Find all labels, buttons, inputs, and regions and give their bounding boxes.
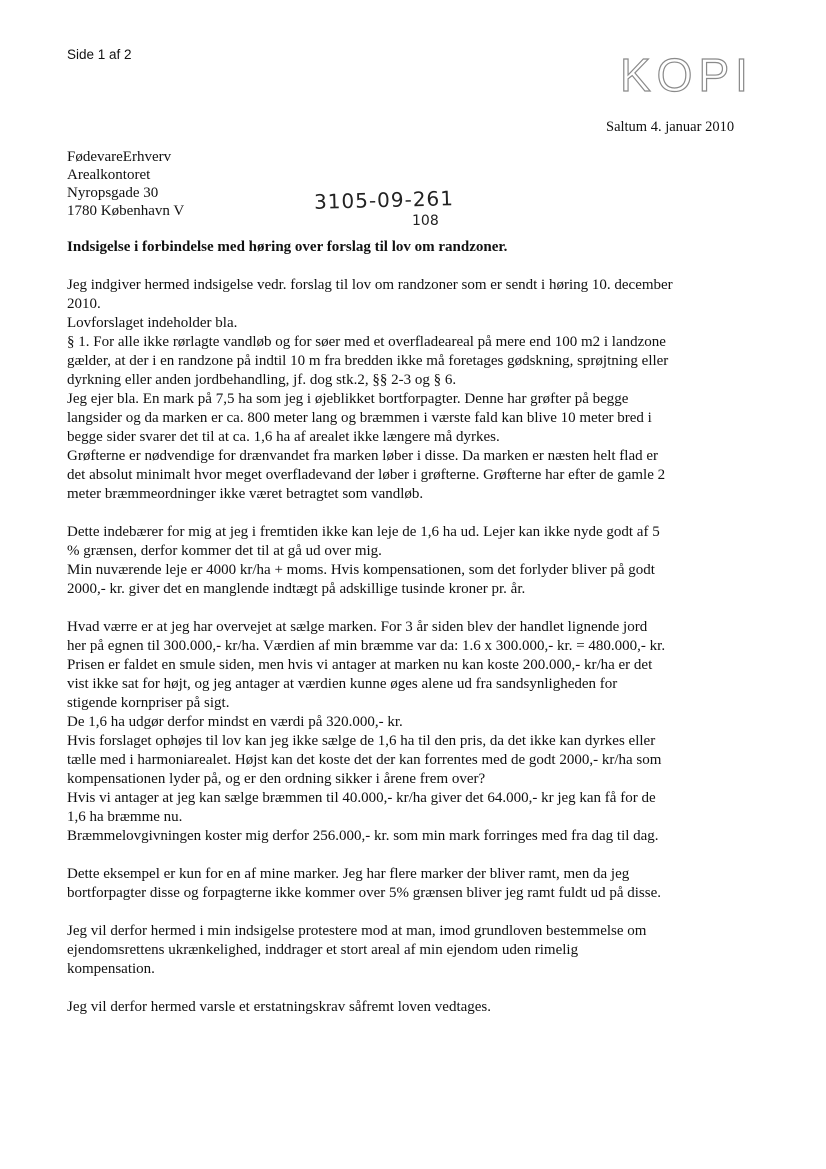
paragraph-gap <box>67 846 747 865</box>
letter-body <box>67 276 747 1017</box>
body-line: gælder, at der i en randzone på indtil 10 m fra bredden ikke må foretages gødskning, sprøjtning eller <box>67 353 669 369</box>
body-line: meter bræmmeordninger ikke været betragtet som vandløb. <box>67 486 424 502</box>
body-line: % grænsen, derfor kommer det til at gå ud over mig. <box>67 543 382 559</box>
body-line: langsider og da marken er ca. 800 meter lang og bræmmen i værste fald kan blive 10 meter bred i <box>67 410 652 426</box>
body-line: Dette indebærer for mig at jeg i fremtiden ikke kan leje de 1,6 ha ud. Lejer kan ikke nyde godt af 5 <box>67 524 660 540</box>
address-line: FødevareErhverv <box>67 149 172 165</box>
body-line: Jeg indgiver hermed indsigelse vedr. forslag til lov om randzoner som er sendt i høring 10. december <box>67 277 673 293</box>
body-line: Jeg vil derfor hermed i min indsigelse protestere mod at man, imod grundloven bestemmelse om <box>67 923 647 939</box>
body-line: Jeg ejer bla. En mark på 7,5 ha som jeg i øjeblikket bortforpagter. Denne har grøfter på begge <box>67 391 629 407</box>
body-line: kompensation. <box>67 961 155 977</box>
page-number: Side 1 af 2 <box>67 47 132 62</box>
letter-date: Saltum 4. januar 2010 <box>606 119 735 135</box>
body-line: 1,6 ha bræmme nu. <box>67 809 183 825</box>
body-line: Dette eksempel er kun for en af mine marker. Jeg har flere marker der bliver ramt, men da jeg <box>67 866 630 882</box>
body-line: her på egnen til 300.000,- kr/ha. Værdien af min bræmme var da: 1.6 x 300.000,- kr. = 480.000,- kr. <box>67 638 666 654</box>
address-line: Nyropsgade 30 <box>67 185 159 201</box>
body-line: Hvis forslaget ophøjes til lov kan jeg ikke sælge de 1,6 ha til den pris, da det ikke kan dyrkes eller <box>67 733 656 749</box>
body-line: bortforpagter disse og forpagterne ikke kommer over 5% grænsen bliver jeg ramt fuldt ud på disse. <box>67 885 662 901</box>
body-line: Jeg vil derfor hermed varsle et erstatningskrav såfremt loven vedtages. <box>67 999 492 1015</box>
body-line: Min nuværende leje er 4000 kr/ha + moms. Hvis kompensationen, som det forlyder bliver på godt <box>67 562 655 578</box>
body-line: vist ikke sat for højt, og jeg antager at værdien kunne øges alene ud fra sandsynligheden for <box>67 676 618 692</box>
body-line: 2000,- kr. giver det en manglende indtægt på adskillige tusinde kroner pr. år. <box>67 581 526 597</box>
body-line: Hvis vi antager at jeg kan sælge bræmmen til 40.000,- kr/ha giver det 64.000,- kr jeg kan få for de <box>67 790 656 806</box>
body-line: stigende kornpriser på sigt. <box>67 695 230 711</box>
body-line: De 1,6 ha udgør derfor mindst en værdi på 320.000,- kr. <box>67 714 403 730</box>
paragraph-gap <box>67 504 747 523</box>
address-line: Arealkontoret <box>67 167 151 183</box>
kopi-stamp: KOPI <box>620 49 754 101</box>
handwritten-sub-number: 108 <box>412 213 439 229</box>
address-line: 1780 København V <box>67 203 185 219</box>
body-line: Grøfterne er nødvendige for drænvandet fra marken løber i disse. Da marken er næsten helt flad er <box>67 448 659 464</box>
body-line: § 1. For alle ikke rørlagte vandløb og for søer med et overfladeareal på mere end 100 m2 i landzone <box>67 334 666 350</box>
paragraph-gap <box>67 903 747 922</box>
body-line: Prisen er faldet en smule siden, men hvis vi antager at marken nu kan koste 200.000,- kr/ha er det <box>67 657 653 673</box>
body-line: dyrkning eller anden jordbehandling, jf. dog stk.2, §§ 2-3 og § 6. <box>67 372 457 388</box>
body-line: begge sider svarer det til at ca. 1,6 ha af arealet ikke længere må dyrkes. <box>67 429 500 445</box>
paragraph-gap <box>67 599 747 618</box>
body-line: Lovforslaget indeholder bla. <box>67 315 238 331</box>
handwritten-reference: 3105-09-261 <box>313 186 455 214</box>
body-line: 2010. <box>67 296 101 312</box>
paragraph-gap <box>67 979 747 998</box>
recipient-address <box>67 148 184 220</box>
body-line: det absolut minimalt hvor meget overfladevand der løber i grøfterne. Grøfterne har efter de gamle 2 <box>67 467 666 483</box>
letter-subject: Indsigelse i forbindelse med høring over forslag til lov om randzoner. <box>67 239 508 255</box>
body-line: Hvad værre er at jeg har overvejet at sælge marken. For 3 år siden blev der handlet lignende jord <box>67 619 648 635</box>
body-line: ejendomsrettens ukrænkelighed, inddrager et stort areal af min ejendom uden rimelig <box>67 942 579 958</box>
body-line: Bræmmelovgivningen koster mig derfor 256.000,- kr. som min mark forringes med fra dag til dag. <box>67 828 659 844</box>
body-line: tælle med i harmoniarealet. Højst kan det koste det der kan forrentes med de godt 2000,- kr/ha som <box>67 752 662 768</box>
body-line: kompensationen lyder på, og er den ordning sikker i årene frem over? <box>67 771 486 787</box>
